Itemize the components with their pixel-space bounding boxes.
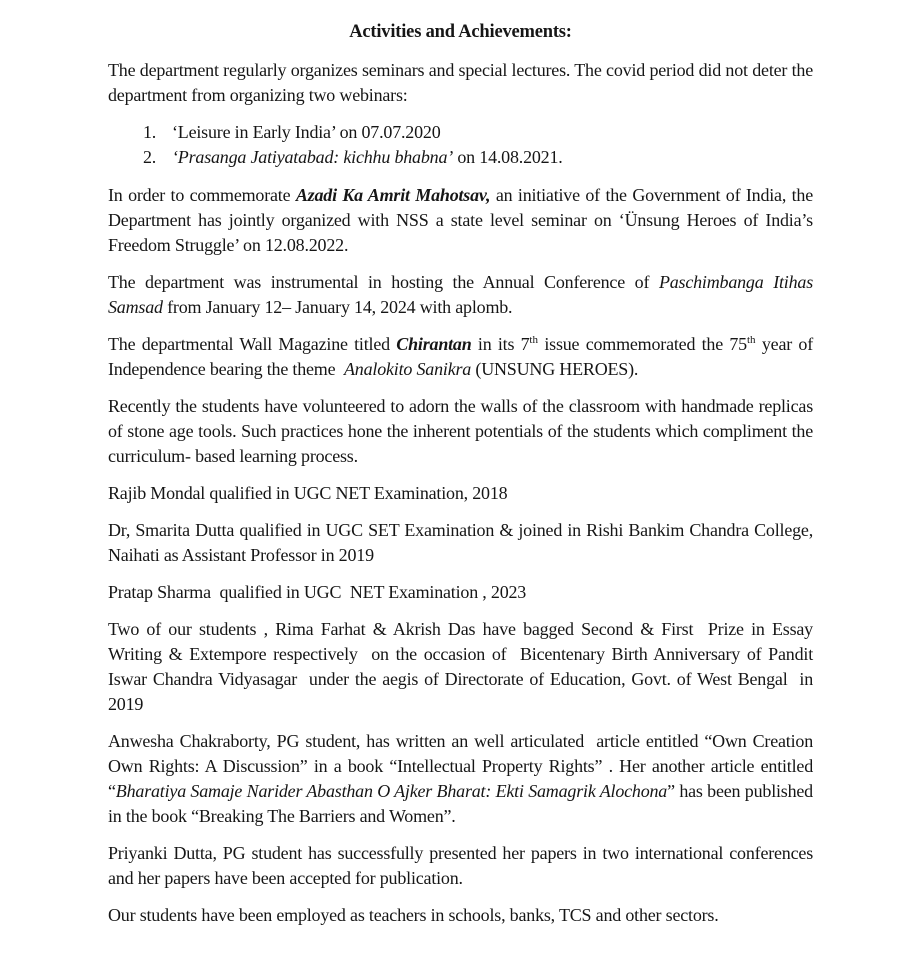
text-run: The departmental Wall Magazine titled: [108, 334, 397, 354]
text-run: (UNSUNG HEROES).: [471, 359, 639, 379]
text-run: issue commemorated the 75: [537, 334, 747, 354]
paragraph-anwesha-chakraborty: [108, 729, 813, 829]
paragraph-annual-conference: [108, 270, 813, 320]
text-run: ‘Leisure in Early India’ on 07.07.2020: [172, 122, 441, 142]
text-run-italic: Paschimbanga Itihas Samsad: [108, 272, 813, 317]
list-item-webinar-2: [108, 145, 813, 170]
text-run: year of Independence bearing the theme: [108, 334, 813, 379]
text-run: In order to commemorate: [108, 185, 296, 205]
paragraph-employment: [108, 903, 813, 928]
text-run: on 14.08.2021.: [453, 147, 563, 167]
text-run: Pratap Sharma qualified in UGC NET Examination , 2023: [108, 582, 527, 602]
text-run: Anwesha Chakraborty, PG student, has written an well articulated article entitled “Own Creation Own Rights: A Discussion” in a book “Intellectual Property Rights” . Her another article entitled “: [108, 731, 813, 801]
text-run: from January 12– January 14, 2024 with aplomb.: [162, 297, 513, 317]
text-run-italic: Analokito Sanikra: [344, 359, 472, 379]
text-run-superscript: th: [529, 334, 538, 346]
paragraph-essay-prize: [108, 617, 813, 717]
paragraph-priyanki-dutta: [108, 841, 813, 891]
text-run: The department regularly organizes seminars and special lectures. The covid period did not deter the department from organizing two webinars:: [108, 60, 813, 105]
webinar-list: [108, 120, 813, 170]
text-run-italic: ‘Prasanga Jatiyatabad: kichhu bhabna’: [172, 147, 454, 167]
list-number: 2.: [143, 147, 157, 167]
paragraph-wall-magazine: [108, 332, 813, 382]
text-run: The department was instrumental in hosting the Annual Conference of: [108, 272, 659, 292]
text-run: Rajib Mondal qualified in UGC NET Examination, 2018: [108, 483, 508, 503]
paragraph-smarita-dutta: [108, 518, 813, 568]
text-run: ” has been published in the book “Breaking The Barriers and Women”.: [108, 781, 813, 826]
paragraph-pratap-sharma: [108, 580, 813, 605]
text-run: Recently the students have volunteered to adorn the walls of the classroom with handmade replicas of stone age tools. Such practices hone the inherent potentials of the students which compliment the curriculum- based learning process.: [108, 396, 813, 466]
paragraph-azadi-mahotsav: [108, 183, 813, 258]
text-run: an initiative of the Government of India, the Department has jointly organized with NSS a state level seminar on ‘Ünsung Heroes of India’s Freedom Struggle’ on 12.08.2022.: [108, 185, 814, 255]
paragraph-intro: [108, 58, 813, 108]
list-number: 1.: [143, 122, 157, 142]
text-run-bold-italic: Chirantan: [396, 334, 472, 354]
paragraph-classroom-replicas: [108, 394, 813, 469]
text-run-bold-italic: Azadi Ka Amrit Mahotsav,: [295, 185, 491, 205]
text-run: Dr, Smarita Dutta qualified in UGC SET Examination & joined in Rishi Bankim Chandra College, Naihati as Assistant Professor in 2019: [108, 520, 813, 565]
list-item-webinar-1: [108, 120, 813, 145]
paragraph-rajib-mondal: [108, 481, 813, 506]
text-run: Our students have been employed as teachers in schools, banks, TCS and other sectors.: [108, 905, 719, 925]
text-run: in its 7: [471, 334, 530, 354]
text-run-superscript: th: [746, 334, 756, 346]
document-title: Activities and Achievements:: [349, 22, 572, 42]
text-run: Priyanki Dutta, PG student has successfully presented her papers in two international conferences and her papers have been accepted for publication.: [108, 843, 813, 888]
text-run-italic: Bharatiya Samaje Narider Abasthan O Ajker Bharat: Ekti Samagrik Alochona: [115, 781, 668, 801]
text-run: Two of our students , Rima Farhat & Akrish Das have bagged Second & First Prize in Essay Writing & Extempore respectively on the occasion of Bicentenary Birth Anniversary of Pandit Iswar Chandra Vidyasagar under the aegis of Directorate of Education, Govt. of West Bengal in 2019: [108, 619, 813, 714]
